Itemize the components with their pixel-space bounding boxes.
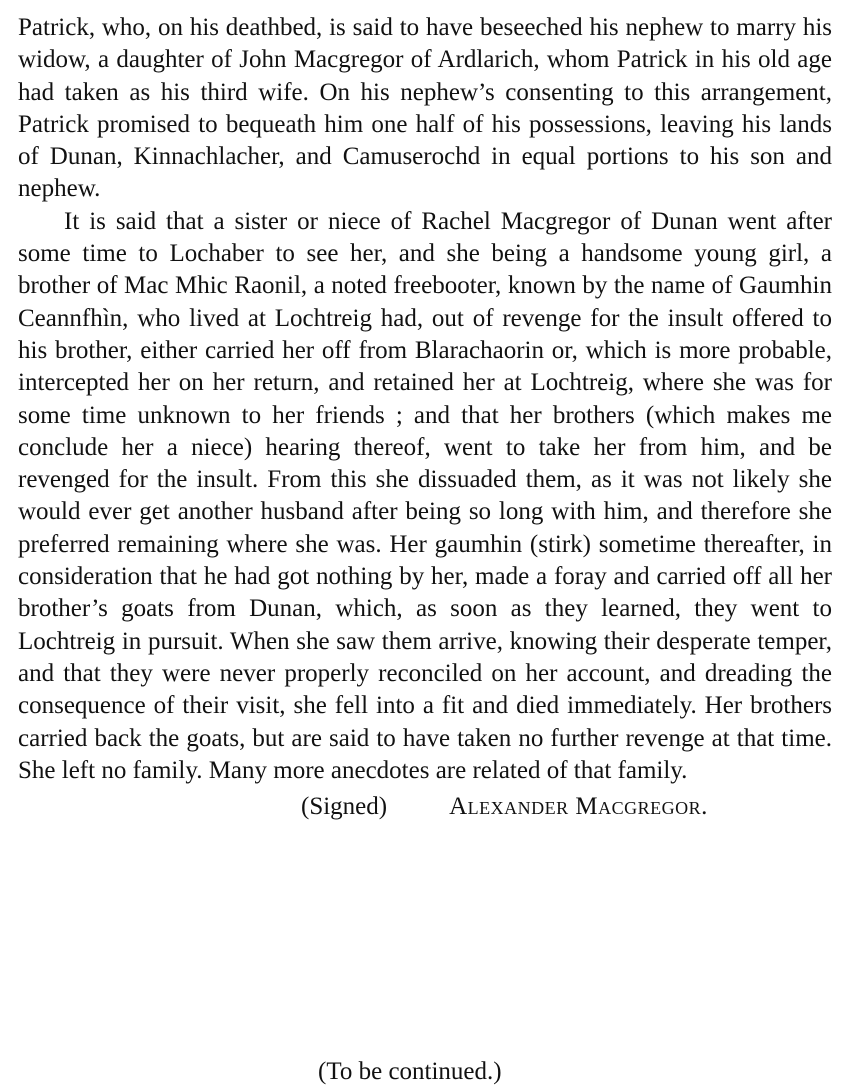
signature-line: [18, 791, 832, 823]
cut-off-line-text: (To be continued.): [318, 1058, 502, 1085]
signature-prefix: (Signed): [301, 793, 388, 821]
paragraph-anecdote: It is said that a sister or niece of Rachel Macgregor of Dunan went after some time to Lochaber to see her, and she being a handsome young girl, a brother of Mac Mhic Raonil, a noted freebooter, known by the name of Gaumhin Ceannfhìn, who lived at Lochtreig had, out of revenge for the insult offered to his brother, either carried her off from Blarachaorin or, which is more probable, intercepted her on her return, and retained her at Lochtreig, where she was for some time unknown to her friends ; and that her brothers (which makes me conclude her a niece) hearing thereof, went to take her from him, and be revenged for the insult. From this she dissuaded them, as it was not likely she would ever get another husband after being so long with him, and therefore she preferred remaining where she was. Her gaumhin (stirk) sometime thereafter, in consideration that he had got nothing by her, made a foray and carried off all her brother’s goats from Dunan, which, as soon as they learned, they went to Lochtreig in pursuit. When she saw them arrive, knowing their desperate temper, and that they were never properly reconciled on her account, and dreading the consequence of their visit, she fell into a fit and died immediately. Her brothers carried back the goats, but are said to have taken no further revenge at that time. She left no family. Many more anecdotes are related of that family.: [18, 207, 832, 784]
paragraph-continuation: Patrick, who, on his deathbed, is said to have beseeched his nephew to marry his widow, a daughter of John Macgregor of Ardlarich, whom Patrick in his old age had taken as his third wife. On his nephew’s consenting to this arrangement, Patrick promised to bequeath him one half of his possessions, leaving his lands of Dunan, Kinnachlacher, and Camuserochd in equal portions to his son and nephew.: [18, 14, 832, 203]
signature-name: Alexander Macgregor.: [449, 793, 708, 821]
cut-off-line: [318, 1058, 548, 1085]
document-page: [18, 12, 832, 823]
